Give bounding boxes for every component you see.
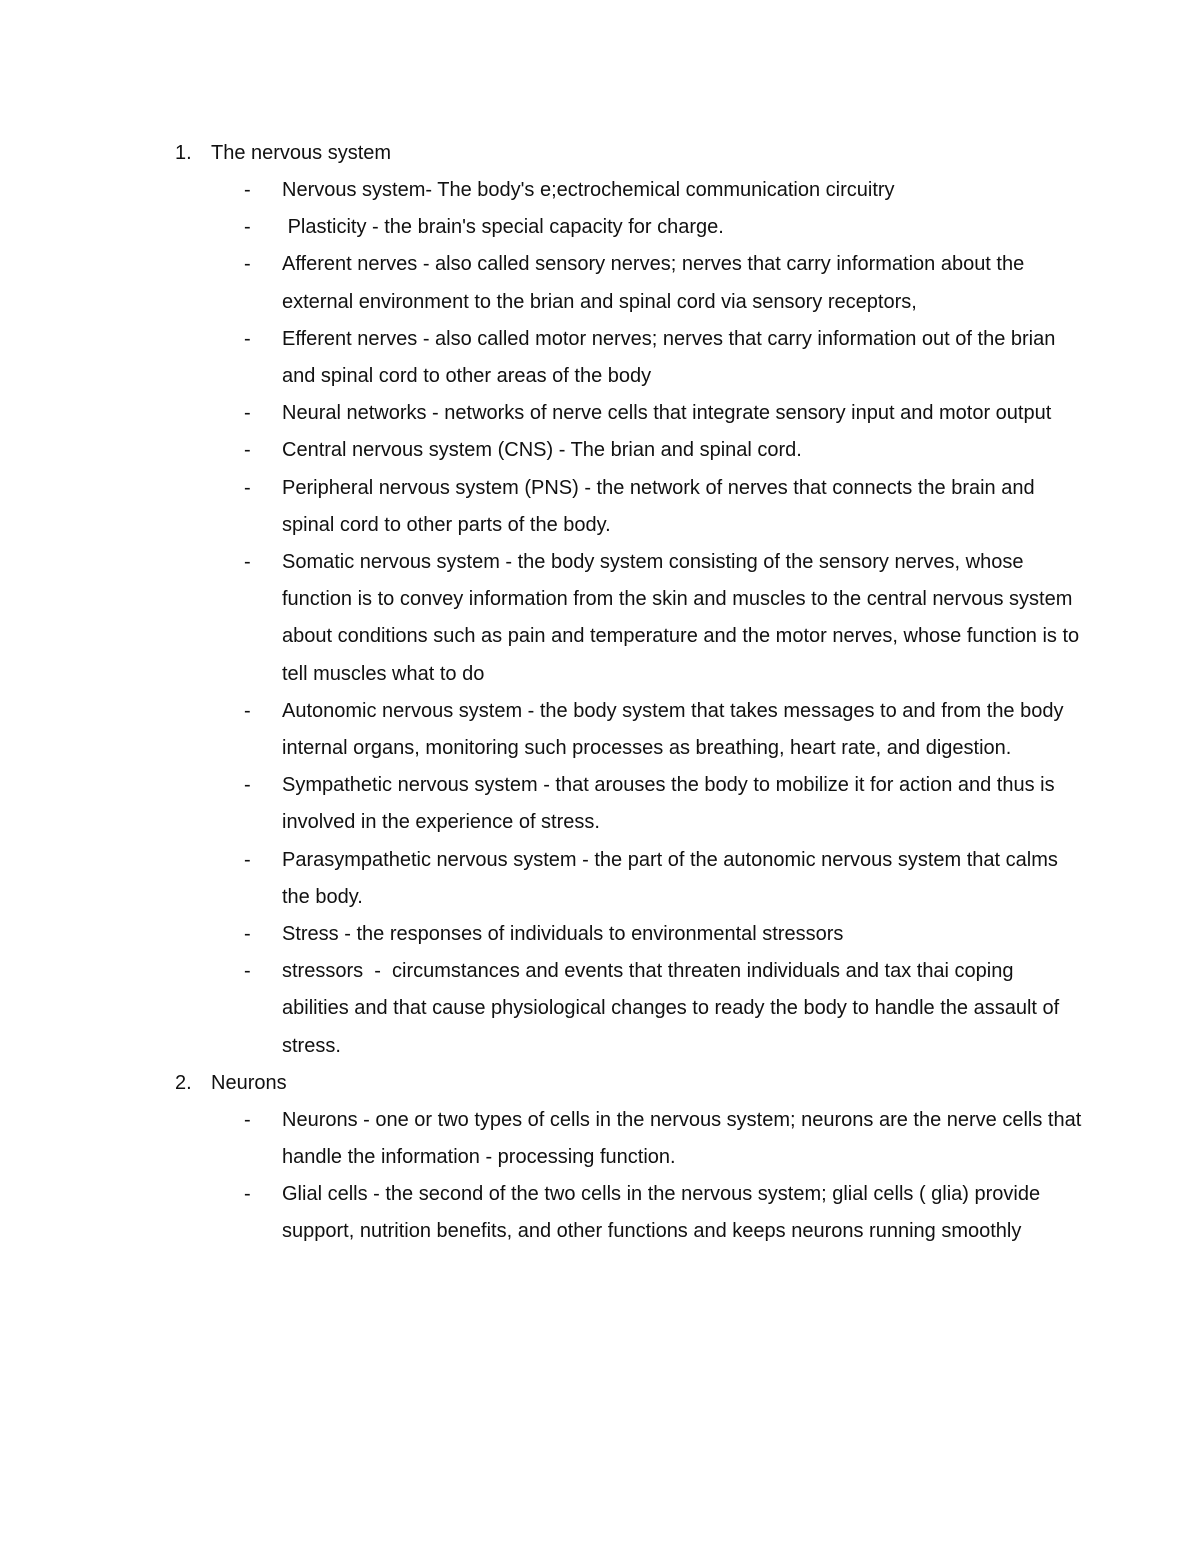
list-item (0, 693, 1200, 767)
list-item (0, 916, 1200, 953)
list-item-text: Glial cells - the second of the two cells in the nervous system; glial cells ( glia) provide support, nutrition benefits, and other functions and keeps neurons running smoothly (282, 1183, 1046, 1243)
document-page (0, 135, 1200, 1251)
bullet-dash: - (244, 1108, 251, 1131)
bullet-dash: - (244, 216, 251, 239)
list-item (0, 1102, 1200, 1176)
list-item-text: Efferent nerves - also called motor nerves; nerves that carry information out of the brian and spinal cord to other areas of the body (282, 327, 1061, 388)
list-item (0, 842, 1200, 916)
list-item (0, 767, 1200, 841)
list-item (0, 246, 1200, 320)
bullet-dash: - (244, 179, 251, 201)
bullet-dash: - (244, 774, 251, 797)
bullet-dash: - (244, 1183, 251, 1206)
bullet-dash: - (244, 476, 251, 499)
list-item-text: Parasympathetic nervous system - the part of the autonomic nervous system that calms the body. (282, 848, 1064, 908)
section-neurons (0, 1065, 1200, 1251)
bullet-dash: - (244, 253, 251, 276)
list-item-text: Somatic nervous system - the body system consisting of the sensory nerves, whose function is to convey information from the skin and muscles to the central nervous system about conditions such as pain and temperature and the motor nerves, whose function is to tell muscles what to do (282, 551, 1085, 685)
list-item-text: Central nervous system (CNS) - The brian and spinal cord. (282, 439, 802, 462)
section-title: Neurons (211, 1071, 287, 1094)
list-item (0, 432, 1200, 469)
bullet-dash: - (244, 848, 251, 871)
list-item-text: Sympathetic nervous system - that arouses the body to mobilize it for action and thus is involved in the experience of stress. (282, 774, 1061, 834)
list-item-text: stressors - circumstances and events that threaten individuals and tax thai coping abilities and that cause physiological changes to ready the body to handle the assault of stress. (282, 960, 1065, 1057)
list-item-text: Stress - the responses of individuals to environmental stressors (282, 923, 844, 946)
list-item (0, 321, 1200, 395)
bullet-dash: - (244, 551, 251, 574)
list-item-text: Neural networks - networks of nerve cells that integrate sensory input and motor output (282, 402, 1052, 425)
list-item (0, 544, 1200, 693)
section-nervous-system (0, 135, 1200, 1065)
list-item (0, 172, 1200, 209)
list-item-text: Autonomic nervous system - the body system that takes messages to and from the body internal organs, monitoring such processes as breathing, heart rate, and digestion. (282, 699, 1070, 760)
list-item (0, 209, 1200, 246)
section-number: 1. (175, 142, 192, 164)
bullet-dash: - (244, 960, 251, 983)
list-item-text: Afferent nerves - also called sensory nerves; nerves that carry information about the external environment to the brian and spinal cord via sensory receptors, (282, 253, 1030, 313)
section-heading (0, 1065, 1200, 1102)
list-item (0, 470, 1200, 544)
list-item (0, 395, 1200, 432)
section-heading (0, 135, 1200, 172)
list-item-text: Peripheral nervous system (PNS) - the network of nerves that connects the brain and spinal cord to other parts of the body. (282, 476, 1041, 536)
section-number: 2. (175, 1071, 192, 1094)
bullet-dash: - (244, 923, 251, 946)
list-item (0, 1176, 1200, 1250)
bullet-dash: - (244, 402, 251, 425)
bullet-dash: - (244, 439, 251, 462)
section-title: The nervous system (211, 142, 392, 164)
bullet-dash: - (244, 327, 251, 350)
list-item (0, 953, 1200, 1065)
list-item-text: Nervous system- The body's e;ectrochemical communication circuitry (282, 179, 895, 201)
bullet-dash: - (244, 699, 251, 722)
list-item-text: Neurons - one or two types of cells in the nervous system; neurons are the nerve cells that handle the information - processing function. (282, 1108, 1087, 1169)
list-item-text: Plasticity - the brain's special capacity for charge. (282, 216, 724, 239)
